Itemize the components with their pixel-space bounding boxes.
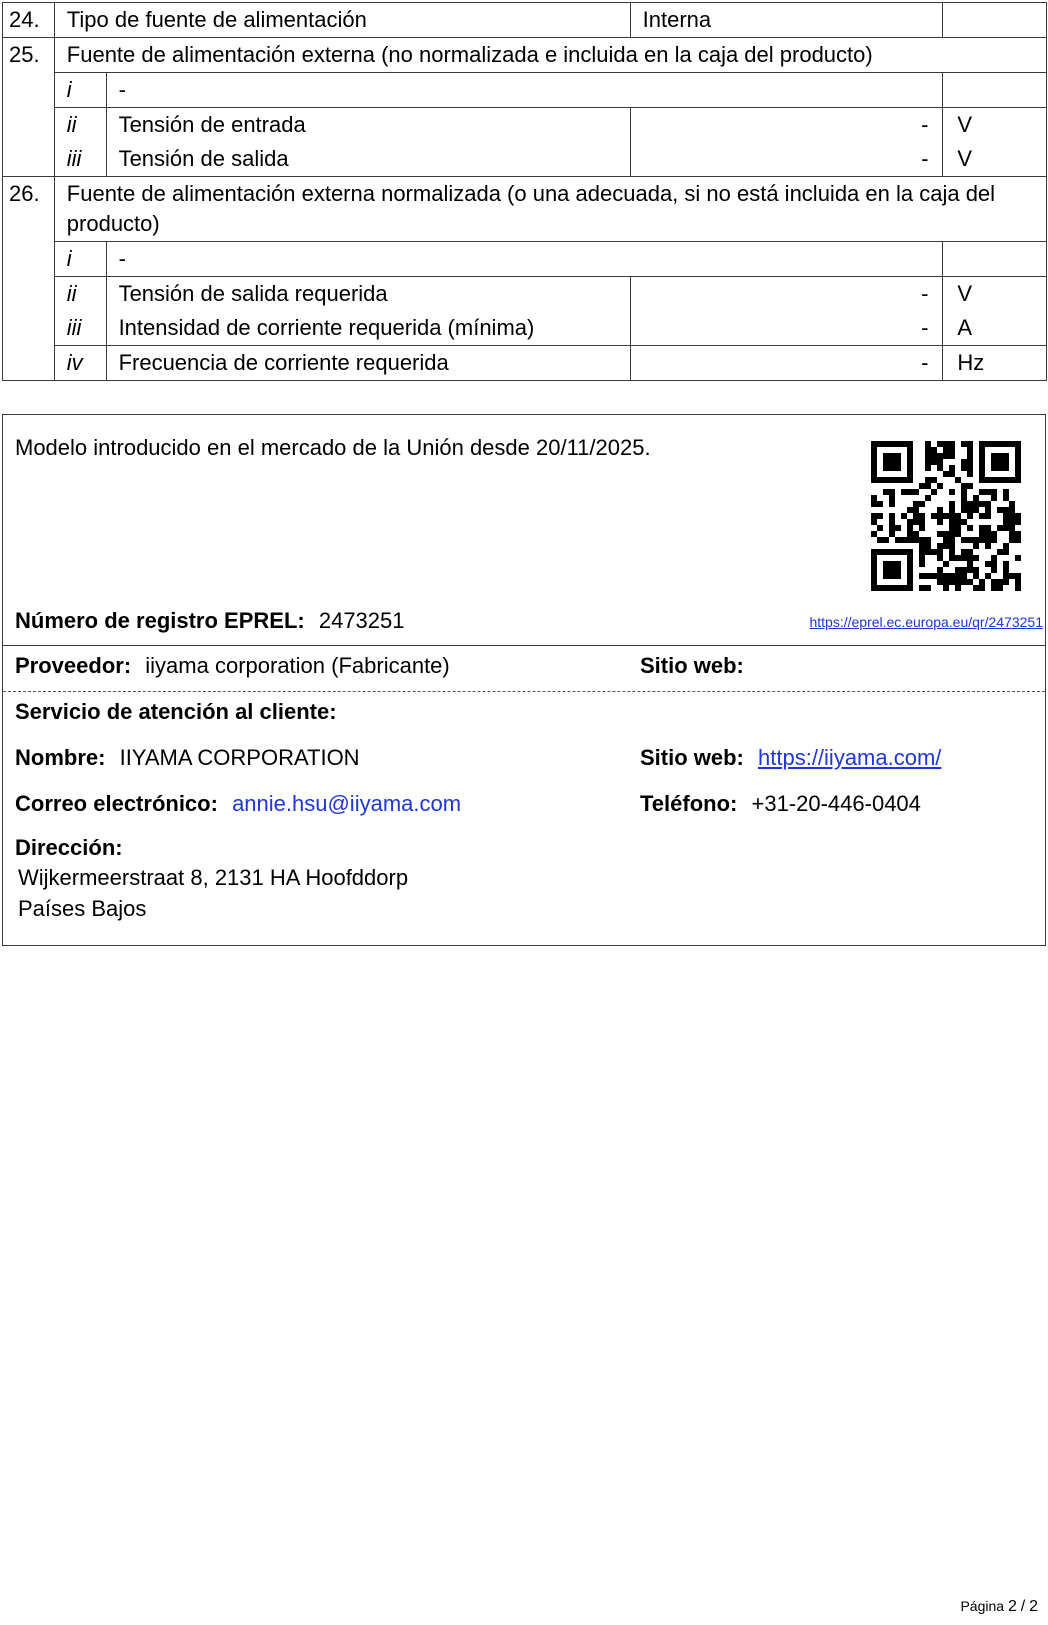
address-label: Dirección: bbox=[15, 835, 123, 860]
sub-index: i bbox=[54, 73, 106, 108]
sub-value: - bbox=[630, 277, 943, 312]
sub-index: iii bbox=[54, 142, 106, 177]
sub-value: - bbox=[630, 108, 943, 143]
email-label: Correo electrónico: bbox=[15, 791, 218, 816]
dashed-divider bbox=[3, 691, 1045, 692]
contact-website bbox=[640, 745, 941, 771]
page-current: 2 bbox=[1007, 1598, 1017, 1615]
sub-unit: Hz bbox=[943, 346, 1047, 381]
sub-label: Tensión de salida requerida bbox=[106, 277, 630, 312]
table-row bbox=[3, 277, 1047, 312]
name-value: IIYAMA CORPORATION bbox=[119, 745, 360, 770]
supplier bbox=[15, 653, 450, 679]
sub-label: Tensión de salida bbox=[106, 142, 630, 177]
name-label: Nombre: bbox=[15, 745, 106, 770]
table-row bbox=[3, 346, 1047, 381]
supplier-value: iiyama corporation (Fabricante) bbox=[145, 653, 450, 678]
row-unit bbox=[943, 3, 1047, 38]
table-row bbox=[3, 108, 1047, 143]
sub-label: Intensidad de corriente requerida (mínima) bbox=[106, 311, 630, 346]
supplier-label: Proveedor: bbox=[15, 653, 132, 678]
sub-label: - bbox=[106, 73, 943, 108]
sub-unit bbox=[943, 242, 1047, 277]
sub-unit: V bbox=[943, 277, 1047, 312]
website-link[interactable]: https://iiyama.com/ bbox=[758, 745, 942, 770]
website-label: Sitio web: bbox=[640, 745, 744, 770]
row-value: Interna bbox=[630, 3, 943, 38]
market-date-text: Modelo introducido en el mercado de la Unión desde 20/11/2025. bbox=[15, 435, 651, 460]
contact-name bbox=[15, 745, 360, 771]
eprel-url-link[interactable]: https://eprel.ec.europa.eu/qr/2473251 bbox=[809, 614, 1043, 630]
sub-label: - bbox=[106, 242, 943, 277]
product-info-box bbox=[2, 414, 1046, 946]
table-row bbox=[3, 177, 1047, 242]
email-link[interactable]: annie.hsu@iiyama.com bbox=[232, 791, 462, 816]
sub-index: ii bbox=[54, 108, 106, 143]
eprel-registration bbox=[15, 608, 405, 634]
eprel-label: Número de registro EPREL: bbox=[15, 608, 305, 633]
address-line-1: Wijkermeerstraat 8, 2131 HA Hoofddorp bbox=[18, 865, 409, 890]
table-row bbox=[3, 142, 1047, 177]
sub-index: i bbox=[54, 242, 106, 277]
sub-unit: V bbox=[943, 108, 1047, 143]
row-label: Tipo de fuente de alimentación bbox=[54, 3, 630, 38]
table-row bbox=[3, 242, 1047, 277]
customer-service-heading: Servicio de atención al cliente: bbox=[15, 699, 337, 724]
row-number: 26. bbox=[3, 177, 55, 242]
contact-phone bbox=[640, 791, 921, 817]
qr-code-icon bbox=[871, 441, 1021, 591]
sub-unit: A bbox=[943, 311, 1047, 346]
sub-value: - bbox=[630, 346, 943, 381]
contact-email bbox=[15, 791, 461, 817]
page-label: Página bbox=[960, 1598, 1005, 1614]
supplier-website-label: Sitio web: bbox=[640, 653, 744, 678]
page-number bbox=[960, 1598, 1038, 1616]
sub-unit bbox=[943, 73, 1047, 108]
spec-table bbox=[2, 2, 1047, 381]
phone-value: +31-20-446-0404 bbox=[751, 791, 921, 816]
row-number: 24. bbox=[3, 3, 55, 38]
table-row bbox=[3, 73, 1047, 108]
sub-index: iii bbox=[54, 311, 106, 346]
page-total: 2 bbox=[1029, 1598, 1038, 1615]
page-separator: / bbox=[1020, 1598, 1026, 1615]
sub-value: - bbox=[630, 142, 943, 177]
sub-value: - bbox=[630, 311, 943, 346]
table-row bbox=[3, 311, 1047, 346]
table-row bbox=[3, 3, 1047, 38]
sub-index: iv bbox=[54, 346, 106, 381]
phone-label: Teléfono: bbox=[640, 791, 738, 816]
row-label: Fuente de alimentación externa normalizada (o una adecuada, si no está incluida en la caja del producto) bbox=[54, 177, 1046, 242]
address-line-2: Países Bajos bbox=[18, 896, 147, 921]
row-label: Fuente de alimentación externa (no normalizada e incluida en la caja del producto) bbox=[54, 38, 1046, 73]
divider bbox=[3, 645, 1045, 646]
row-number: 25. bbox=[3, 38, 55, 73]
eprel-number: 2473251 bbox=[318, 608, 405, 633]
sub-unit: V bbox=[943, 142, 1047, 177]
table-row bbox=[3, 38, 1047, 73]
sub-label: Tensión de entrada bbox=[106, 108, 630, 143]
sub-label: Frecuencia de corriente requerida bbox=[106, 346, 630, 381]
sub-index: ii bbox=[54, 277, 106, 312]
